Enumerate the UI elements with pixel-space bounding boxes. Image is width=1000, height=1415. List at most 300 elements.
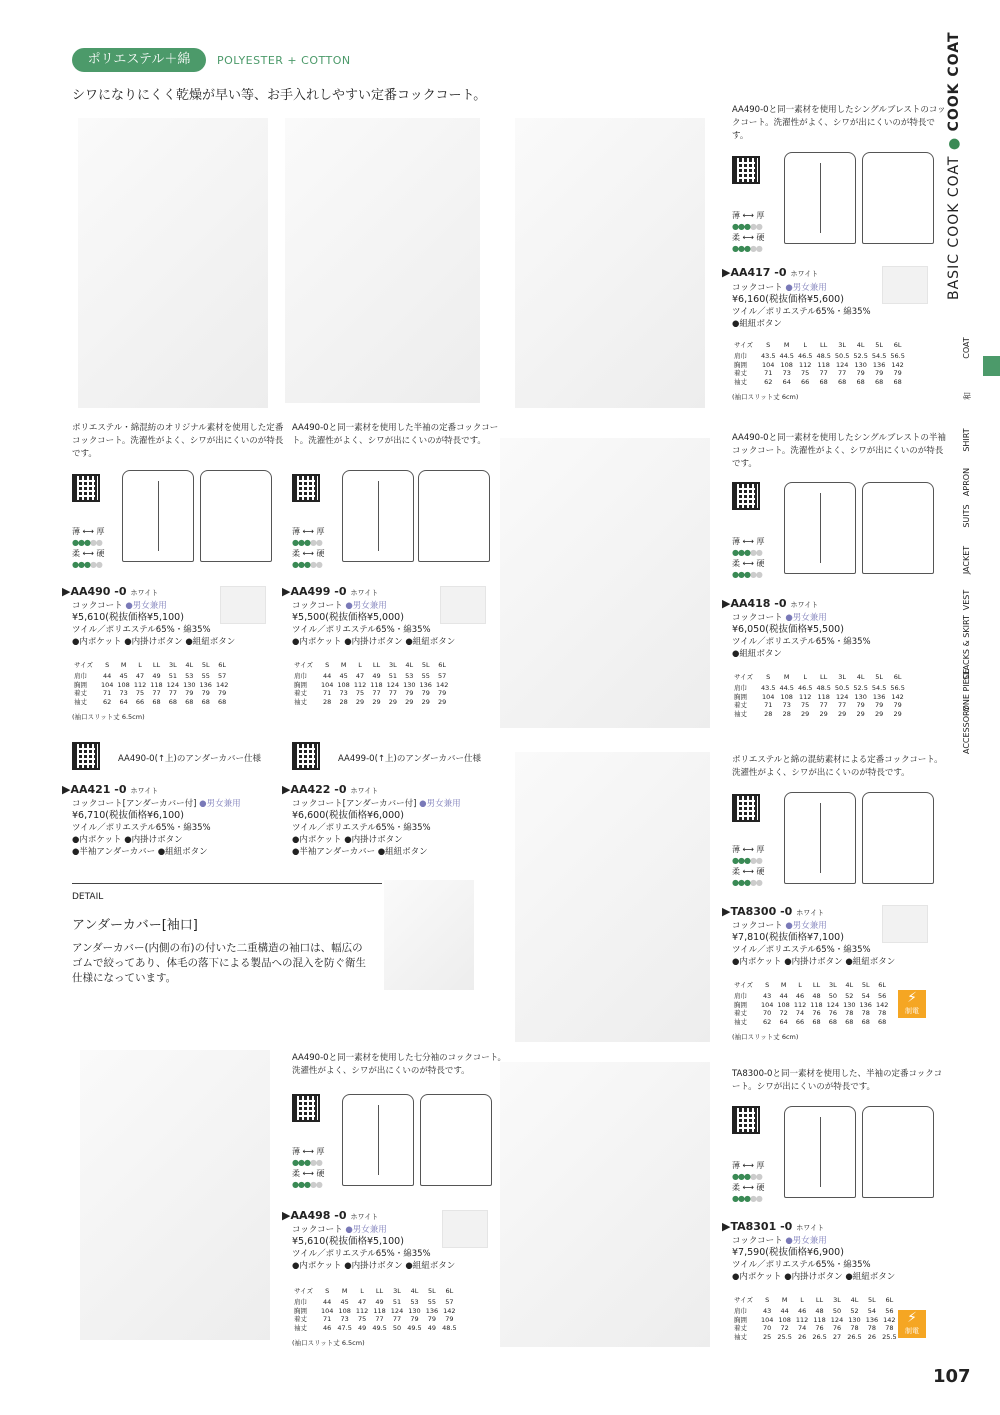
size-cell: 77 (819, 369, 828, 377)
size-cell: 68 (828, 1017, 838, 1026)
size-row (732, 338, 907, 352)
info-aa418: コックコート ●男女兼用 ¥6,050(税抜価格¥5,500) ツイル／ポリエステル65%・綿35% ●組紐ボタン (732, 613, 871, 659)
size-cell: 29 (421, 697, 430, 706)
size-cell: 112 (353, 680, 367, 689)
size-cell: 6L (893, 340, 902, 349)
size-cell: 130 (408, 1306, 421, 1315)
size-row (292, 1298, 459, 1307)
size-cell: 48.5 (816, 684, 831, 692)
size-cell: 136 (199, 680, 212, 689)
qr-code (294, 1096, 318, 1120)
size-cell: 79 (445, 1315, 454, 1323)
size-cell: 49 (372, 672, 381, 680)
size-row (292, 681, 450, 690)
size-cell: 104 (762, 692, 775, 701)
size-cell: 112 (355, 1306, 369, 1315)
size-cell: 43 (763, 992, 772, 1000)
side-tab[interactable]: JACKET (962, 545, 971, 575)
size-cell: 6L (438, 660, 447, 669)
size-note: (袖口スリット丈 6.5cm) (292, 1339, 365, 1347)
size-cell: 50 (828, 992, 838, 1000)
size-cell: S (766, 672, 771, 681)
size-cell: 74 (795, 1009, 805, 1017)
side-tab[interactable]: COAT (962, 337, 971, 359)
size-cell: 78 (885, 1324, 894, 1332)
size-cell: S (765, 980, 770, 989)
size-cell: 49 (427, 1323, 437, 1332)
size-cell: 5L (875, 672, 884, 681)
size-cell: 79 (421, 689, 430, 697)
info-aa421: コックコート[アンダーカバー付] ●男女兼用 ¥6,710(税抜価格¥6,100) ツイル／ポリエステル65%・綿35% ●内ポケット ●内掛けボタン ●半袖アンダーカバー ●組紐ボタン (72, 799, 241, 857)
size-cell: 108 (337, 680, 350, 689)
size-cell: 5L (875, 340, 884, 349)
photo-aa498 (80, 1050, 270, 1340)
code-aa490: ▶AA490 -0 ホワイト (62, 585, 159, 598)
scale-aa490: 薄 ⟷ 厚 ●●●●● 柔 ⟷ 硬 ●●●●● (72, 527, 105, 569)
size-cell: 77 (168, 689, 178, 697)
size-cell: 112 (133, 680, 147, 689)
side-title: BASIC COOK COAT ● COOK COAT (946, 31, 962, 300)
size-row-label: 着丈 (734, 369, 747, 377)
size-cell: 47 (135, 672, 145, 680)
size-table-aa490 (72, 658, 230, 706)
size-cell: 142 (891, 692, 904, 701)
code-aa421: ▶AA421 -0 ホワイト (62, 783, 159, 796)
size-row-label: 肩巾 (734, 1307, 747, 1315)
size-cell: 43.5 (760, 684, 776, 692)
size-row (732, 978, 890, 992)
desc-aa418: AA490-0と同一素材を使用したシングルブレストの半袖コックコート。洗濯性がよく、シワが出にくいのが特長です。 (732, 433, 946, 469)
size-cell: 26 (797, 1332, 807, 1341)
size-row-label: 袖丈 (294, 1323, 307, 1332)
size-row (292, 1307, 459, 1316)
size-cell: 78 (861, 1009, 870, 1017)
size-row (292, 1315, 459, 1324)
size-row-label: 着丈 (734, 701, 747, 709)
size-cell: 56.5 (890, 352, 905, 360)
size-cell: L (803, 340, 807, 349)
size-cell: 108 (780, 692, 793, 701)
size-cell: 45 (340, 1298, 349, 1306)
size-cell: 79 (405, 689, 414, 697)
size-cell: 28 (339, 697, 348, 706)
antistatic-badge: ⚡ 制電 (898, 1310, 926, 1338)
info-aa417: コックコート ●男女兼用 ¥6,160(税抜価格¥5,600) ツイル／ポリエステル65%・綿35% ●組紐ボタン (732, 283, 871, 329)
size-cell: 136 (859, 1000, 872, 1009)
size-cell: 108 (778, 1315, 791, 1324)
info-aa422: コックコート[アンダーカバー付] ●男女兼用 ¥6,600(税抜価格¥6,000) ツイル／ポリエステル65%・綿35% ●内ポケット ●内掛けボタン ●半袖アンダーカバー ●組紐ボタン (292, 799, 461, 857)
scale-ta8300: 薄 ⟷ 厚 ●●●●● 柔 ⟷ 硬 ●●●●● (732, 845, 765, 887)
size-cell: 76 (828, 1009, 838, 1017)
size-cell: 57 (445, 1298, 454, 1306)
sketch-front (784, 1106, 856, 1198)
size-cell: 73 (119, 689, 128, 697)
size-cell: 25.5 (777, 1332, 792, 1341)
qr-code (734, 1108, 758, 1132)
sketch-back (862, 152, 934, 244)
size-cell: 46 (797, 1307, 807, 1315)
size-cell: 78 (878, 1009, 887, 1017)
size-cell: 29 (819, 709, 828, 718)
size-cell: 78 (867, 1324, 877, 1332)
size-cell: 79 (218, 689, 227, 697)
size-cell: 72 (779, 1009, 788, 1017)
size-cell: 52 (845, 992, 854, 1000)
size-row-label: 胸囲 (74, 680, 87, 689)
size-cell: 79 (410, 1315, 419, 1323)
size-cell: 68 (185, 697, 194, 706)
side-tab[interactable]: VEST (962, 589, 971, 611)
size-cell: 79 (856, 369, 865, 377)
sketch-back (418, 470, 490, 562)
size-cell: 136 (872, 692, 886, 701)
size-cell: 44 (323, 1298, 332, 1306)
size-cell: 79 (874, 369, 884, 377)
size-cell: 44.5 (779, 684, 794, 692)
size-cell: 68 (838, 377, 847, 386)
size-cell: 112 (793, 1000, 807, 1009)
size-cell: 136 (872, 360, 886, 369)
size-row (732, 1293, 899, 1307)
size-cell: 52.5 (853, 352, 868, 360)
size-cell: M (780, 980, 787, 989)
size-cell: 57 (438, 672, 447, 680)
size-cell: S (325, 1286, 330, 1295)
size-cell: 44 (103, 672, 112, 680)
size-row-label: 着丈 (294, 1315, 307, 1323)
desc-aa417: AA490-0と同一素材を使用したシングルブレストのコックコート。洗濯性がよく、シワが出にくいのが特長です。 (732, 105, 946, 141)
antistatic-badge: ⚡ 制電 (898, 990, 926, 1018)
size-cell: 44 (323, 672, 332, 680)
size-cell: LL (820, 340, 828, 349)
size-cell: 118 (150, 680, 163, 689)
size-cell: 55 (427, 1298, 437, 1306)
size-cell: 57 (218, 672, 227, 680)
size-cell: 49.5 (407, 1323, 422, 1332)
size-cell: M (340, 660, 347, 669)
size-cell: 79 (893, 369, 902, 377)
size-cell: 77 (152, 689, 161, 697)
size-row (732, 701, 907, 710)
size-cell: 5L (861, 980, 870, 989)
size-cell: 29 (874, 709, 884, 718)
size-row-label: 袖丈 (294, 697, 307, 706)
side-tab[interactable]: ONE PIECE (962, 668, 971, 712)
size-row (732, 992, 890, 1001)
scale-aa417: 薄 ⟷ 厚 ●●●●● 柔 ⟷ 硬 ●●●●● (732, 211, 765, 253)
sketch-back (862, 482, 934, 574)
size-cell: 53 (185, 672, 194, 680)
size-cell: L (360, 1286, 364, 1295)
lead-text: シワになりにくく乾燥が早い等、お手入れしやすい定番コックコート。 (72, 88, 487, 103)
size-cell: 29 (838, 709, 847, 718)
size-cell: 79 (201, 689, 210, 697)
size-cell: 53 (410, 1298, 419, 1306)
size-cell: 44 (780, 1307, 789, 1315)
size-cell: 3L (389, 660, 397, 669)
size-row-label: サイズ (294, 1286, 313, 1295)
size-cell: 79 (874, 701, 884, 709)
size-cell: L (800, 1295, 804, 1304)
size-cell: 28 (323, 697, 332, 706)
code-ta8300: ▶TA8300 -0 ホワイト (722, 905, 825, 918)
info-aa499: コックコート ●男女兼用 ¥5,500(税抜価格¥5,000) ツイル／ポリエステル65%・綿35% ●内ポケット ●内掛けボタン ●組紐ボタン (292, 601, 456, 647)
size-cell: 3L (833, 1295, 841, 1304)
size-table-aa498 (292, 1284, 459, 1332)
size-row (732, 710, 907, 719)
sketch-front (784, 482, 856, 574)
size-cell: 51 (388, 672, 398, 680)
size-cell: L (803, 672, 807, 681)
size-cell: 6L (885, 1295, 894, 1304)
size-cell: 77 (388, 689, 398, 697)
sketch-back (862, 792, 934, 884)
size-table-aa417 (732, 338, 907, 386)
qr-code (74, 744, 98, 768)
size-cell: 118 (817, 692, 830, 701)
size-cell: 56 (878, 992, 887, 1000)
size-cell: 112 (798, 692, 812, 701)
size-cell: 46.5 (797, 352, 813, 360)
size-cell: 77 (838, 369, 847, 377)
size-row-label: サイズ (734, 672, 753, 681)
size-cell: L (798, 980, 802, 989)
size-cell: LL (815, 1295, 824, 1304)
size-cell: 62 (764, 377, 773, 386)
size-note: (袖口スリット丈 6cm) (732, 393, 799, 401)
side-tab[interactable]: SLACKS & SKIRT (962, 615, 971, 680)
info-aa498: コックコート ●男女兼用 ¥5,610(税抜価格¥5,100) ツイル／ポリエステル65%・綿35% ●内ポケット ●内掛けボタン ●組紐ボタン (292, 1225, 456, 1271)
size-cell: S (325, 660, 330, 669)
size-cell: 46.5 (797, 684, 813, 692)
aa421-sub: AA490-0(↑上)のアンダーカバー仕様 (118, 754, 261, 764)
size-cell: 48 (812, 992, 821, 1000)
size-cell: 44 (779, 992, 788, 1000)
size-cell: 76 (832, 1324, 842, 1332)
size-cell: 142 (875, 1000, 889, 1009)
size-row (732, 1307, 899, 1316)
size-cell: 118 (817, 360, 830, 369)
size-cell: 76 (812, 1009, 821, 1017)
size-cell: 50.5 (834, 684, 850, 692)
photo-aa490 (78, 118, 268, 408)
size-cell: 79 (856, 701, 865, 709)
size-cell: 4L (845, 980, 854, 989)
size-cell: 66 (135, 697, 145, 706)
size-cell: 108 (338, 1306, 351, 1315)
size-cell: 4L (856, 340, 865, 349)
size-cell: 104 (100, 680, 114, 689)
side-tab[interactable]: SUITS (962, 504, 971, 528)
size-cell: 112 (795, 1315, 809, 1324)
size-row-label: 袖丈 (734, 1332, 747, 1341)
size-cell: 130 (843, 1000, 856, 1009)
size-row-label: 胸囲 (734, 1000, 747, 1009)
size-cell: 77 (375, 1315, 384, 1323)
size-row (292, 1324, 459, 1333)
side-tab[interactable]: ACCESSORY (962, 706, 971, 754)
size-row-label: 肩巾 (734, 992, 747, 1000)
size-row-label: 袖丈 (734, 1017, 747, 1026)
material-subtitle: POLYESTER + COTTON (217, 54, 351, 67)
size-cell: 29 (893, 709, 902, 718)
size-cell: 108 (777, 1000, 790, 1009)
size-cell: 77 (819, 701, 828, 709)
size-row (732, 1316, 899, 1325)
size-cell: 130 (854, 360, 867, 369)
size-cell: 29 (856, 709, 865, 718)
size-cell: 51 (168, 672, 178, 680)
qr-code (734, 158, 758, 182)
size-row-label: 肩巾 (294, 672, 307, 680)
size-cell: 71 (764, 369, 773, 377)
desc-ta8300: ポリエステルと綿の混紡素材による定番コックコート。洗濯性がよく、シワが出にくいのが特長です。 (732, 755, 943, 778)
size-cell: 49 (357, 1323, 367, 1332)
size-cell: 26.5 (847, 1332, 862, 1341)
side-tab[interactable]: APRON (962, 467, 971, 497)
size-row-label: サイズ (734, 340, 753, 349)
size-table-aa499 (292, 658, 450, 706)
sketch-front (122, 470, 194, 562)
size-cell: 3L (169, 660, 177, 669)
size-cell: 26 (867, 1332, 877, 1341)
size-cell: 104 (320, 680, 334, 689)
size-row-label: 肩巾 (74, 672, 87, 680)
page-number: 107 (933, 1366, 971, 1387)
size-row-label: 肩巾 (734, 352, 747, 360)
size-cell: 45 (119, 672, 128, 680)
size-cell: 118 (370, 680, 383, 689)
size-cell: LL (820, 672, 828, 681)
size-cell: 75 (801, 369, 810, 377)
size-cell: 54.5 (871, 352, 887, 360)
size-cell: 118 (813, 1315, 826, 1324)
size-table-ta8300 (732, 978, 890, 1026)
size-cell: 112 (798, 360, 812, 369)
size-row-label: 着丈 (734, 1324, 747, 1332)
size-cell: 64 (779, 1017, 788, 1026)
size-cell: 66 (801, 377, 810, 386)
size-cell: 29 (438, 697, 447, 706)
size-row (732, 352, 907, 361)
size-cell: 118 (373, 1306, 386, 1315)
size-cell: 104 (760, 1315, 774, 1324)
size-cell: 6L (893, 672, 902, 681)
size-cell: 68 (874, 377, 884, 386)
qr-code (74, 476, 98, 500)
size-row-label: 袖丈 (74, 697, 87, 706)
size-cell: 25 (763, 1332, 772, 1341)
size-row-label: 胸囲 (294, 1306, 307, 1315)
size-cell: 78 (850, 1324, 859, 1332)
size-cell: 3L (838, 672, 847, 681)
size-cell: 124 (826, 1000, 840, 1009)
size-row (732, 1333, 899, 1342)
size-cell: M (783, 340, 790, 349)
sketch-back (200, 470, 272, 562)
size-cell: 77 (392, 1315, 402, 1323)
size-cell: 142 (215, 680, 229, 689)
size-cell: 4L (856, 672, 865, 681)
qr-code (294, 744, 318, 768)
size-row-label: 胸囲 (294, 680, 307, 689)
size-cell: 124 (386, 680, 400, 689)
size-cell: 49 (375, 1298, 384, 1306)
size-cell: 43.5 (760, 352, 776, 360)
info-ta8301: コックコート ●男女兼用 ¥7,590(税抜価格¥6,900) ツイル／ポリエステル65%・綿35% ●内ポケット ●内掛けボタン ●組紐ボタン (732, 1236, 896, 1282)
size-cell: 68 (812, 1017, 821, 1026)
sketch-front (342, 470, 414, 562)
sketch-front (784, 152, 856, 244)
size-row-label: 肩巾 (294, 1298, 307, 1306)
size-cell: LL (812, 980, 821, 989)
size-cell: 71 (764, 701, 773, 709)
size-cell: 124 (835, 360, 849, 369)
side-tab[interactable]: SHIRT (962, 428, 971, 452)
size-cell: 54.5 (871, 684, 887, 692)
size-cell: 76 (815, 1324, 824, 1332)
size-row (732, 693, 907, 702)
code-aa422: ▶AA422 -0 ホワイト (282, 783, 379, 796)
size-cell: 104 (320, 1306, 334, 1315)
side-tab[interactable]: 和 (963, 392, 972, 400)
size-cell: 68 (201, 697, 210, 706)
size-cell: 79 (893, 701, 902, 709)
size-cell: 71 (323, 689, 332, 697)
qr-code (734, 484, 758, 508)
detail-label: DETAIL (72, 892, 104, 902)
detail-text: アンダーカバー(内側の布)の付いた二重構造の袖口は、幅広のゴムで絞ってあり、体毛の落下による製品への混入を防ぐ衛生仕様になっています。 (72, 942, 366, 984)
size-cell: 43 (763, 1307, 772, 1315)
size-cell: 142 (883, 1315, 896, 1324)
photo-aa499 (285, 118, 480, 403)
scale-aa498: 薄 ⟷ 厚 ●●●●● 柔 ⟷ 硬 ●●●●● (292, 1147, 325, 1189)
sketch-back (420, 1094, 492, 1186)
size-row-label: サイズ (74, 660, 93, 669)
size-row (732, 670, 907, 684)
size-cell: 48.5 (816, 352, 831, 360)
size-cell: M (783, 672, 790, 681)
photo-ta8300 (515, 752, 710, 1042)
size-cell: 47.5 (337, 1323, 352, 1332)
scale-ta8301: 薄 ⟷ 厚 ●●●●● 柔 ⟷ 硬 ●●●●● (732, 1161, 765, 1203)
size-cell: 136 (425, 1306, 439, 1315)
detail-rule (72, 883, 382, 884)
fabric-swatch (882, 266, 928, 304)
size-cell: 68 (168, 697, 178, 706)
qr-code (294, 476, 318, 500)
sketch-front (784, 792, 856, 884)
size-cell: S (766, 340, 771, 349)
size-cell: 124 (166, 680, 180, 689)
size-cell: 28 (782, 709, 791, 718)
code-aa499: ▶AA499 -0 ホワイト (282, 585, 379, 598)
size-cell: 104 (760, 1000, 774, 1009)
size-row (292, 1284, 459, 1298)
size-row (72, 698, 230, 707)
size-cell: 136 (419, 680, 432, 689)
size-cell: 26.5 (812, 1332, 827, 1341)
size-cell: 108 (117, 680, 130, 689)
desc-aa490: ポリエステル・綿混紡のオリジナル素材を使用した定番コックコート。洗濯性がよく、シワが出にくいのが特長です。 (72, 423, 284, 459)
size-table-aa418 (732, 670, 907, 718)
size-row (732, 361, 907, 370)
size-cell: 28 (764, 709, 773, 718)
size-row-label: 胸囲 (734, 1315, 747, 1324)
size-row (732, 684, 907, 693)
size-row-label: 胸囲 (734, 360, 747, 369)
size-cell: 3L (393, 1286, 401, 1295)
